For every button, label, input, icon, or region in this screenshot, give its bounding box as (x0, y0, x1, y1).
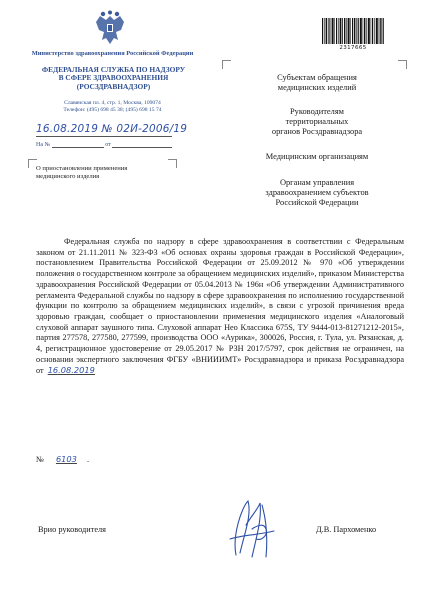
barcode-number: 2317665 (339, 45, 367, 51)
addressee-subjects (232, 73, 402, 93)
ref-from-label: от (105, 142, 111, 148)
addressee-3-line-1: Медицинским организациям (265, 152, 369, 161)
reference-line (36, 141, 196, 148)
signatory-name: Д.В. Пархоменко (316, 525, 377, 534)
addressee-2-line-1: Руководителям (290, 107, 344, 116)
agency-line-1: ФЕДЕРАЛЬНАЯ СЛУЖБА ПО НАДЗОРУ (41, 65, 186, 74)
body-text: Федеральная служба по надзору в сфере здравоохранения в соответствии с Федеральным законом от 21.11.2011 № 323-ФЗ «Об основах охраны здоровья граждан в Российской Федерации», постановлением Правительства Российской Федерации от 25.09.2012 № 970 «Об утверждении положения о государственном контроле за обращением медицинских изделий», приказом Министерства здравоохранения Российской Федерации от 05.04.2013 № 196н «Об утверждении Административного регламента Федеральной службы по надзору в сфере здравоохранения по исполнению государственной функции по контролю за обращением медицинских изделий», в связи с угрозой причинения вреда здоровью граждан, сообщает о приостановлении применения медицинского изделия «Аналоговый слуховой аппарат заушного типа. Слуховой аппарат Нео Классика 675S, ТУ 9444-013-81271212-2015», партия 277578, 277580, 277599, производства ООО «Аурика», 300026, Россия, г. Тула, ул. Рязанская, д. 4, регистрационное удостоверение от 29.05.2017 № РЗН 2017/5797, срок действия не ограничен, на основании экспертного заключения ФГБУ «ВНИИИМТ» Росздравнадзора и приказа Росздравнадзора от (36, 237, 404, 376)
addressee-health-authorities (232, 178, 402, 208)
subject-line-2: медицинского изделия (36, 173, 100, 180)
agency-line-3: (РОСЗДРАВНАДЗОР) (76, 81, 151, 91)
signatory-position: Врио руководителя (38, 525, 106, 534)
addressee-4-line-3: Российской Федерации (275, 198, 359, 207)
addressee-4-line-2: здравоохранением субъектов (265, 188, 369, 197)
ref-no-label: На № (36, 142, 51, 148)
order-number-suffix: . (86, 455, 89, 464)
addressee-1-line-2: медицинских изделий (277, 83, 357, 92)
addressee-bracket-left (222, 60, 231, 69)
order-number-label: № (36, 455, 44, 464)
agency-address (30, 100, 195, 114)
ministry-name: Министерство здравоохранения Российской Федерации (31, 50, 194, 57)
handwritten-date-and-outgoing-number: 16.08.2019 № 02И-2006/19 (36, 123, 188, 135)
addressee-2-line-3: органов Росздравнадзора (271, 127, 363, 136)
ref-from-blank (112, 141, 172, 148)
agency-line-2: В СФЕРЕ ЗДРАВООХРАНЕНИЯ (58, 73, 169, 83)
date-underline (36, 136, 172, 137)
order-number-line (36, 454, 89, 464)
address-line-2: Телефон: (495) 698 45 38; (495) 698 15 74 (63, 107, 162, 113)
agency-name (26, 66, 201, 91)
handwritten-signature (222, 495, 284, 565)
handwritten-order-date: 16.08.2019 (47, 365, 95, 376)
document-barcode (322, 18, 384, 44)
subject-line-1: О приостановлении применения (36, 165, 128, 172)
letter-subject (36, 165, 176, 181)
ref-no-blank (52, 141, 104, 148)
addressee-bracket-right (398, 60, 407, 69)
addressee-4-line-1: Органам управления (279, 178, 355, 187)
address-line-1: Славянская пл. 4, стр. 1, Москва, 109074 (64, 100, 161, 106)
letter-body (36, 237, 404, 377)
handwritten-order-number: 6103 (55, 454, 77, 464)
addressee-medical-organizations (232, 152, 402, 162)
double-headed-eagle-emblem-icon (92, 10, 128, 48)
addressee-2-line-2: территориальных (285, 117, 349, 126)
addressee-territorial-bodies (232, 107, 402, 137)
addressee-1-line-1: Субъектам обращения (277, 73, 357, 82)
